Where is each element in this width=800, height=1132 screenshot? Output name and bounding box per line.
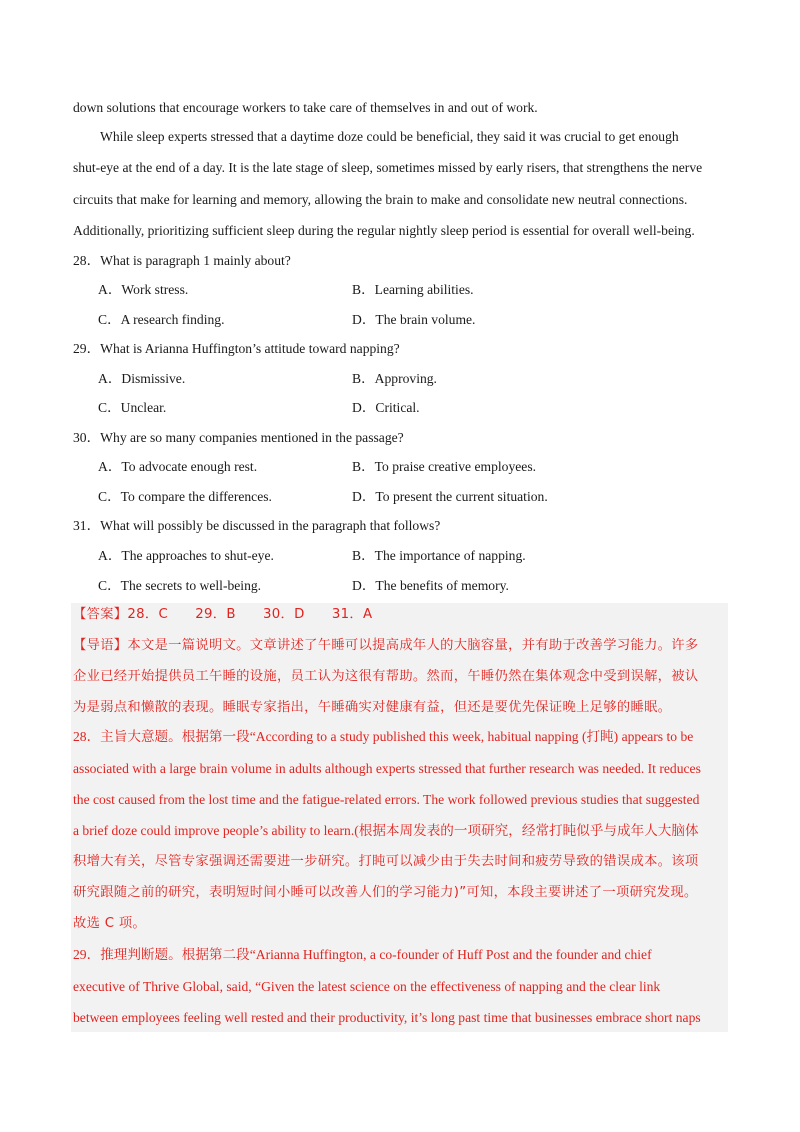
option-c: C．Unclear. xyxy=(98,400,167,415)
explanation-line: associated with a large brain volume in adults although experts stressed that further research was needed. It reduces xyxy=(73,761,701,776)
option-d: D．To present the current situation. xyxy=(352,489,548,504)
option-b: B．Learning abilities. xyxy=(352,282,474,297)
question-stem: 30．Why are so many companies mentioned in the passage? xyxy=(73,430,404,445)
option-d: D．The brain volume. xyxy=(352,312,476,327)
question-stem: 28．What is paragraph 1 mainly about? xyxy=(73,253,291,268)
option-a: A．The approaches to shut-eye. xyxy=(98,548,274,563)
explanation-line: 研究跟随之前的研究，表明短时间小睡可以改善人们的学习能力)”可知，本段主要讲述了一项研究发现。 xyxy=(73,885,698,900)
passage-line: shut-eye at the end of a day. It is the late stage of sleep, sometimes missed by early risers, that strengthens the nerve xyxy=(73,160,703,175)
option-b: B．The importance of napping. xyxy=(352,548,526,563)
explanation-line: between employees feeling well rested and their productivity, it’s long past time that businesses embrace short naps xyxy=(73,1010,701,1025)
explanation-line: the cost caused from the lost time and the fatigue-related errors. The work followed previous studies that suggested xyxy=(73,792,700,807)
guide-line: 【导语】本文是一篇说明文。文章讲述了午睡可以提高成年人的大脑容量，并有助于改善学习能力。许多 xyxy=(73,638,699,653)
explanation-line: executive of Thrive Global, said, “Given the latest science on the effectiveness of napping and the clear link xyxy=(73,979,661,994)
option-d: D．Critical. xyxy=(352,400,420,415)
question-stem: 29．What is Arianna Huffington’s attitude toward napping? xyxy=(73,341,400,356)
explanation-line: 29．推理判断题。根据第二段“Arianna Huffington, a co-founder of Huff Post and the founder and chief xyxy=(73,947,652,962)
explanation-line: 28．主旨大意题。根据第一段“According to a study published this week, habitual napping (打盹) appears to be xyxy=(73,729,694,744)
option-a: A．To advocate enough rest. xyxy=(98,459,258,474)
option-a: A．Work stress. xyxy=(98,282,189,297)
passage-line: down solutions that encourage workers to take care of themselves in and out of work. xyxy=(73,100,538,115)
option-a: A．Dismissive. xyxy=(98,371,186,386)
explanation-line: 故选 C 项。 xyxy=(73,916,147,931)
option-c: C．The secrets to well-being. xyxy=(98,578,262,593)
option-b: B．To praise creative employees. xyxy=(352,459,537,474)
passage-line: While sleep experts stressed that a daytime doze could be beneficial, they said it was crucial to get enough xyxy=(100,129,679,144)
passage-line: circuits that make for learning and memory, allowing the brain to make and consolidate new neutral connections. xyxy=(73,192,688,207)
guide-line: 企业已经开始提供员工午睡的设施，员工认为这很有帮助。然而，午睡仍然在集体观念中受到误解，被认 xyxy=(73,669,699,684)
guide-line: 为是弱点和懒散的表现。睡眠专家指出，午睡确实对健康有益，但还是要优先保证晚上足够的睡眠。 xyxy=(73,700,672,715)
option-c: C．To compare the differences. xyxy=(98,489,272,504)
passage-line: Additionally, prioritizing sufficient sleep during the regular nightly sleep period is essential for overall well-being. xyxy=(73,223,695,238)
answer-key: 【答案】28．C 29．B 30．D 31．A xyxy=(73,607,373,622)
explanation-line: 积增大有关，尽管专家强调还需要进一步研究。打盹可以减少由于失去时间和疲劳导致的错误成本。该项 xyxy=(73,854,699,869)
question-stem: 31．What will possibly be discussed in the paragraph that follows? xyxy=(73,518,441,533)
explanation-line: a brief doze could improve people’s ability to learn.(根据本周发表的一项研究，经常打盹似乎与成年人大脑体 xyxy=(73,823,699,838)
option-d: D．The benefits of memory. xyxy=(352,578,509,593)
option-b: B．Approving. xyxy=(352,371,437,386)
option-c: C．A research finding. xyxy=(98,312,225,327)
